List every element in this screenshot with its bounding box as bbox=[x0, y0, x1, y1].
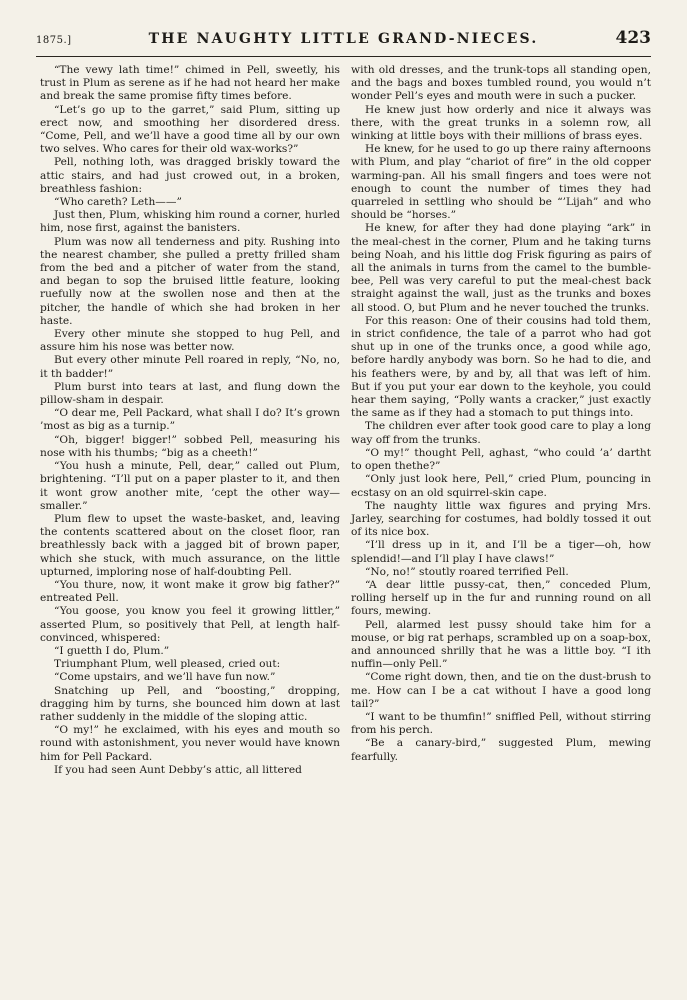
paragraph: “You hush a minute, Pell, dear,” called out Plum, brightening. “I’ll put on a paper plaster to it, and then it wont grow another mite, ’cept the other way—smaller.” bbox=[40, 460, 340, 512]
paragraph: “Come upstairs, and we’ll have fun now.” bbox=[54, 671, 276, 684]
paragraph: He knew just how orderly and nice it always was there, with the great trunks in a solemn row, all winking at little boys with their millions of brass eyes. bbox=[351, 103, 651, 143]
running-header bbox=[36, 28, 651, 52]
paragraph: Every other minute she stopped to hug Pell, and assure him his nose was better now. bbox=[40, 328, 340, 354]
paragraph: Triumphant Plum, well pleased, cried out: bbox=[54, 658, 281, 671]
paragraph: “O my!” thought Pell, aghast, “who could ’a’ dartht to open thethe?” bbox=[351, 446, 651, 473]
paragraph: “O dear me, Pell Packard, what shall I do? It’s grown ’most as big as a turnip.” bbox=[40, 407, 340, 433]
paragraph: “I guetth I do, Plum.” bbox=[54, 644, 170, 657]
paragraph: “Who careth? Leth——” bbox=[54, 196, 182, 209]
right-column bbox=[351, 64, 651, 764]
header-title: THE NAUGHTY LITTLE GRAND-NIECES. bbox=[148, 31, 539, 47]
paragraph: “I want to be thumfin!” sniffled Pell, without stirring from his perch. bbox=[351, 710, 651, 737]
paragraph: with old dresses, and the trunk-tops all standing open, and the bags and boxes tumbled round, you would n’t wonder Pell’s eyes and mouth were in such a pucker. bbox=[351, 64, 651, 103]
paragraph: Plum flew to upset the waste-basket, and, leaving the contents scattered about on the closet floor, ran breathlessly back with a jagged bit of brown paper, which she stuck, with much assurance, on the little upturned, imploring nose of half-doubting Pell. bbox=[40, 512, 340, 578]
paragraph: If you had seen Aunt Debby’s attic, all littered bbox=[54, 763, 302, 776]
paragraph: Pell, alarmed lest pussy should take him for a mouse, or big rat perhaps, scrambled up on a soap-box, and announced shrilly that he was a little boy. “I ith nuffin—only Pell.” bbox=[351, 618, 651, 671]
paragraph: “The vewy lath time!” chimed in Pell, sweetly, his trust in Plum as serene as if he had not heard her make and break the same promise fifty times before. bbox=[40, 64, 340, 103]
paragraph: “No, no!” stoutly roared terrified Pell. bbox=[365, 565, 569, 578]
paragraph: Plum was now all tenderness and pity. Rushing into the nearest chamber, she pulled a pretty frilled sham from the bed and a pitcher of water from the stand, and began to sop the bruised little feature, looking ruefully now at the swollen nose and then at the pitcher, the handle of which she had broken in her haste. bbox=[40, 235, 340, 327]
paragraph: “You goose, you know you feel it growing littler,” asserted Plum, so positively that Pell, at length half-convinced, whispered: bbox=[40, 605, 340, 644]
paragraph: “Let’s go up to the garret,” said Plum, sitting up erect now, and smoothing her disordered dress. “Come, Pell, and we’ll have a good time all by our own two selves. Who cares for their old wax-works?” bbox=[40, 103, 340, 156]
paragraph: “A dear little pussy-cat, then,” conceded Plum, rolling herself up in the fur and running round on all fours, mewing. bbox=[351, 578, 651, 618]
paragraph: He knew, for he used to go up there rainy afternoons with Plum, and play “chariot of fire” in the old copper warming-pan. All his small fingers and toes were not enough to count the number of times they had quarreled in settling who should be “’Lijah” and who should be “horses.” bbox=[351, 143, 651, 222]
paragraph: But every other minute Pell roared in reply, “No, no, it th badder!” bbox=[40, 354, 340, 380]
left-column bbox=[40, 64, 340, 777]
header-year: 1875.] bbox=[36, 35, 72, 46]
paragraph: For this reason: One of their cousins had told them, in strict confidence, the tale of a parrot who had got shut up in one of the trunks once, a good while ago, before hardly anybody was born. So he had to die, and his feathers were, by and by, all that was left of him. But if you put your ear down to the keyhole, you could hear them saying, “Polly wants a cracker,” just exactly the same as if they had a stomach to put things into. bbox=[351, 314, 651, 420]
paragraph: Plum burst into tears at last, and flung down the pillow-sham in despair. bbox=[40, 380, 340, 407]
paragraph: “Come right down, then, and tie on the dust-brush to me. How can I be a cat without I have a good long tail?” bbox=[351, 671, 651, 710]
paragraph: He knew, for after they had done playing “ark” in the meal-chest in the corner, Plum and he taking turns being Noah, and his little dog Frisk figuring as pairs of all the animals in turns from the camel to the bumble-bee, Pell was very careful to put the meal-chest back straight against the wall, just as the trunks and boxes all stood. O, but Plum and he never touched the trunks. bbox=[351, 222, 651, 314]
paragraph: Snatching up Pell, and “boosting,” dropping, dragging him by turns, she bounced him down at last rather suddenly in the middle of the sloping attic. bbox=[40, 684, 340, 723]
paragraph: “You thure, now, it wont make it grow big father?” entreated Pell. bbox=[40, 578, 340, 605]
paragraph: The children ever after took good care to play a long way off from the trunks. bbox=[351, 420, 651, 446]
page-number: 423 bbox=[615, 28, 651, 48]
header-rule bbox=[36, 56, 651, 57]
paragraph: “Only just look here, Pell,” cried Plum, pouncing in ecstasy on an old squirrel-skin cape. bbox=[351, 473, 651, 499]
paragraph: The naughty little wax figures and prying Mrs. Jarley, searching for costumes, had boldly tossed it out of its nice box. bbox=[351, 499, 651, 539]
paragraph: “Be a canary-bird,” suggested Plum, mewing fearfully. bbox=[351, 737, 651, 763]
paragraph: “O my!” he exclaimed, with his eyes and mouth so round with astonishment, you never would have known him for Pell Packard. bbox=[40, 724, 340, 763]
paragraph: Just then, Plum, whisking him round a corner, hurled him, nose first, against the banisters. bbox=[40, 209, 340, 235]
paragraph: Pell, nothing loth, was dragged briskly toward the attic stairs, and had just crowed out, in a broken, breathless fashion: bbox=[40, 156, 340, 195]
paragraph: “I’ll dress up in it, and I’ll be a tiger—oh, how splendid!—and I’ll play I have claws!” bbox=[351, 539, 651, 565]
paragraph: “Oh, bigger! bigger!” sobbed Pell, measuring his nose with his thumbs; “big as a cheeth!” bbox=[40, 433, 340, 459]
